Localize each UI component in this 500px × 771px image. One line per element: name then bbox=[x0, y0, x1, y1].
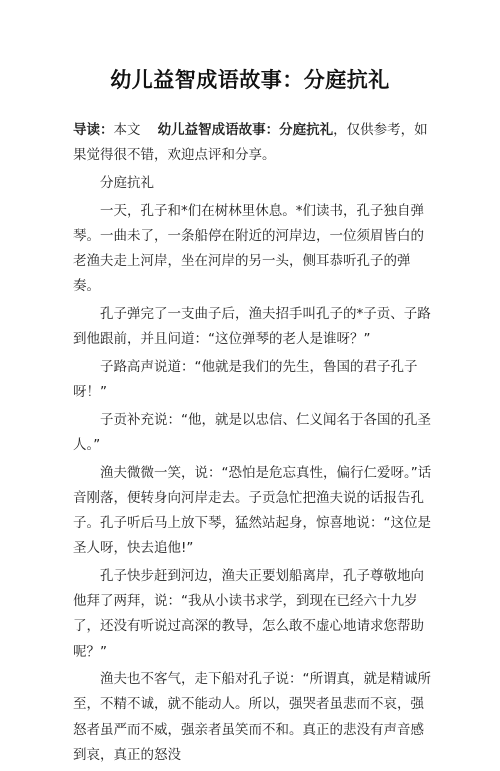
body-paragraph: 渔夫微微一笑，说：“恐怕是危忘真性，偏行仁爱呀。”话音刚落，便转身向河岸走去。子贡急忙把渔夫说的话报告孔子。孔子听后马上放下琴，猛然站起身，惊喜地说：“这位是圣人呀，快去追他!” bbox=[73, 464, 432, 557]
body-paragraph: 一天，孔子和*们在树林里休息。*们读书，孔子独自弹琴。一曲未了，一条船停在附近的河岸边，一位须眉皆白的老渔夫走上河岸，坐在河岸的另一头，侧耳恭听孔子的弹奏。 bbox=[73, 202, 424, 295]
body-paragraph: 孔子快步赶到河边，渔夫正要划船离岸，孔子尊敬地向他拜了两拜，说：“我从小读书求学，到现在已经六十九岁了，还没有听说过高深的教导，怎么敢不虚心地请求您帮助呢？” bbox=[73, 567, 424, 660]
lead-prefix: 本文 bbox=[113, 122, 141, 138]
body-paragraph: 渔夫也不客气，走下船对孔子说：“所谓真，就是精诚所至，不精不诚，就不能动人。所以，强哭者虽悲而不哀，强怒者虽严而不威，强亲者虽笑而不和。真正的悲没有声音感到哀，真正的怒没 bbox=[73, 671, 431, 763]
lead-paragraph bbox=[73, 118, 433, 168]
body-paragraph: 子路高声说道：“他就是我们的先生，鲁国的君子孔子呀！” bbox=[73, 358, 418, 401]
lead-title: 幼儿益智成语故事：分庭抗礼 bbox=[157, 122, 334, 138]
body-paragraph: 子贡补充说：“他，就是以忠信、仁义闻名于各国的孔圣人。” bbox=[73, 411, 431, 453]
lead-suffix: ，仅供参考，如果觉得很不错，欢迎点评和分享。 bbox=[73, 122, 428, 164]
body-paragraph: 孔子弹完了一支曲子后，渔夫招手叫孔子的*子贡、子路到他跟前，并且问道：“这位弹琴的老人是谁呀？” bbox=[73, 305, 431, 348]
lead-label: 导读： bbox=[73, 122, 114, 138]
article-body bbox=[73, 118, 433, 771]
subheading: 分庭抗礼 bbox=[100, 174, 154, 191]
article-title: 幼儿益智成语故事：分庭抗礼 bbox=[110, 68, 390, 92]
